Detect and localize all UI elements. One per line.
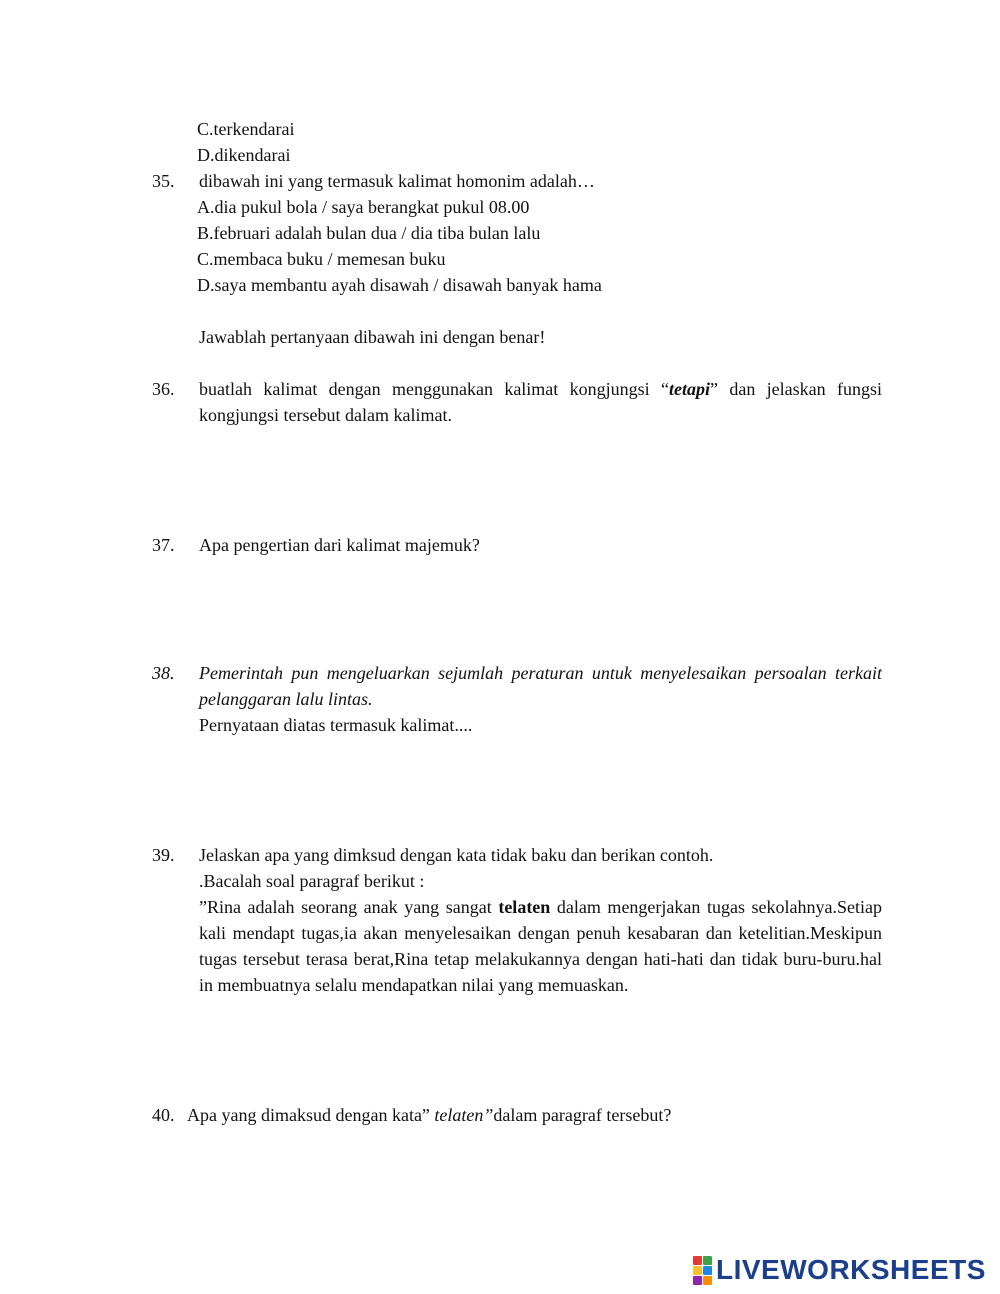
q39-passage-part: dalam mengerjakan tugas sekolahnya.Setiap kali mendapt tugas,ia akan menyelesaikan dengan penuh kesabaran dan ketelitian.Meskipun tugas tersebut terasa berat,Rina tetap melakukannya dengan hati-hati dan tidak buru-buru.hal in membuatnya selalu mendapatkan nilai yang memuaskan. <box>199 897 882 995</box>
q39-passage-intro: .Bacalah soal paragraf berikut : <box>199 871 425 891</box>
logo-text: LIVEWORKSHEETS <box>716 1254 986 1285</box>
q38-statement: Pemerintah pun mengeluarkan sejumlah peraturan untuk menyelesaikan persoalan terkait pelanggaran lalu lintas. <box>199 663 882 709</box>
q35-option-a: A.dia pukul bola / saya berangkat pukul 08.00 <box>197 197 530 217</box>
q36-text-part: buatlah kalimat dengan menggunakan kalimat kongjungsi “ <box>199 379 669 399</box>
q35-text: dibawah ini yang termasuk kalimat homonim adalah… <box>199 171 595 191</box>
q34-option-d: D.dikendarai <box>197 145 291 165</box>
q36-text <box>199 376 882 428</box>
q35-number: 35. <box>152 171 175 191</box>
q40-text-part: Apa yang dimaksud dengan kata” <box>187 1105 435 1125</box>
q36-number: 36. <box>152 379 175 399</box>
q38-question: Pernyataan diatas termasuk kalimat.... <box>199 715 473 735</box>
q40-keyword: telaten” <box>434 1105 494 1125</box>
q38-number: 38. <box>152 663 175 683</box>
logo-blocks-icon <box>693 1256 712 1285</box>
q39-passage <box>199 894 882 998</box>
q40-number: 40. <box>152 1105 175 1125</box>
instruction-text: Jawablah pertanyaan dibawah ini dengan benar! <box>199 327 546 347</box>
q34-option-c: C.terkendarai <box>197 119 295 139</box>
q36-keyword: tetapi <box>669 379 710 399</box>
q39-passage-part: ”Rina adalah seorang anak yang sangat <box>199 897 499 917</box>
q35-option-c: C.membaca buku / memesan buku <box>197 249 446 269</box>
q37-number: 37. <box>152 535 175 555</box>
q40-text <box>187 1102 671 1128</box>
q40-text-part: dalam paragraf tersebut? <box>493 1105 672 1125</box>
q39-number: 39. <box>152 845 175 865</box>
q37-text: Apa pengertian dari kalimat majemuk? <box>199 535 480 555</box>
q35-option-d: D.saya membantu ayah disawah / disawah banyak hama <box>197 275 602 295</box>
q39-passage-keyword: telaten <box>498 897 551 917</box>
q39-text: Jelaskan apa yang dimksud dengan kata tidak baku dan berikan contoh. <box>199 845 714 865</box>
liveworksheets-logo <box>693 1255 986 1285</box>
q35-option-b: B.februari adalah bulan dua / dia tiba bulan lalu <box>197 223 541 243</box>
q36-text-part: ” dan jelaskan fungsi kongjungsi tersebut dalam kalimat. <box>199 379 883 425</box>
